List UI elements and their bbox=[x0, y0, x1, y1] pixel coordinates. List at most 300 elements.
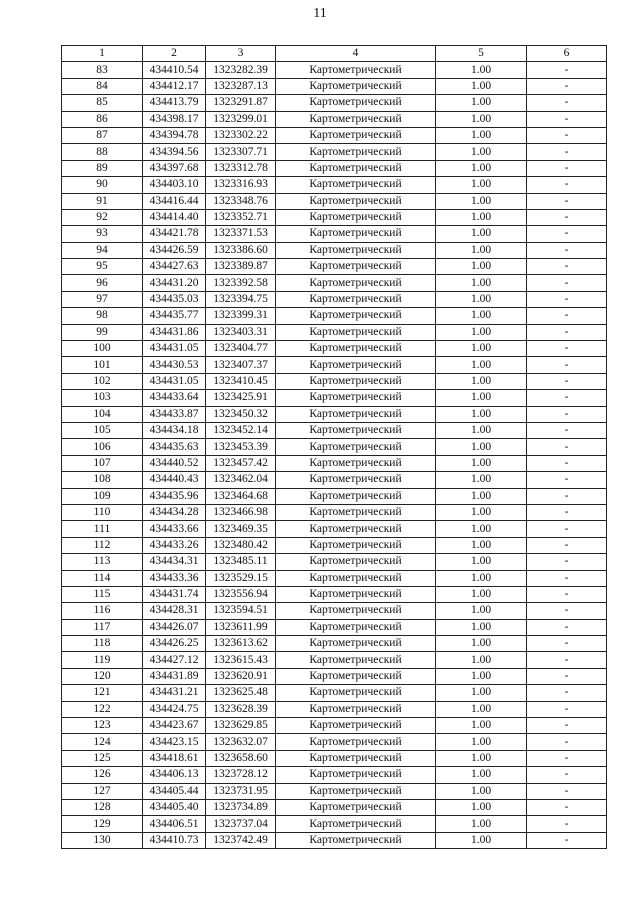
point-number-cell: 93 bbox=[62, 226, 143, 242]
column-header: 3 bbox=[206, 46, 276, 62]
method-cell: Картометрический bbox=[276, 160, 436, 176]
point-number-cell: 111 bbox=[62, 521, 143, 537]
table-row bbox=[62, 799, 607, 815]
note-cell: - bbox=[527, 373, 607, 389]
point-number-cell: 105 bbox=[62, 422, 143, 438]
note-cell: - bbox=[527, 95, 607, 111]
point-number-cell: 90 bbox=[62, 177, 143, 193]
point-number-cell: 115 bbox=[62, 586, 143, 602]
y-coordinate-cell: 1323480.42 bbox=[206, 537, 276, 553]
y-coordinate-cell: 1323620.91 bbox=[206, 668, 276, 684]
method-cell: Картометрический bbox=[276, 586, 436, 602]
table-row bbox=[62, 554, 607, 570]
y-coordinate-cell: 1323287.13 bbox=[206, 78, 276, 94]
table-row bbox=[62, 127, 607, 143]
method-cell: Картометрический bbox=[276, 472, 436, 488]
point-number-cell: 122 bbox=[62, 701, 143, 717]
method-cell: Картометрический bbox=[276, 357, 436, 373]
x-coordinate-cell: 434398.17 bbox=[143, 111, 206, 127]
column-header: 5 bbox=[436, 46, 527, 62]
y-coordinate-cell: 1323425.91 bbox=[206, 390, 276, 406]
method-cell: Картометрический bbox=[276, 373, 436, 389]
table-row bbox=[62, 504, 607, 520]
y-coordinate-cell: 1323392.58 bbox=[206, 275, 276, 291]
method-cell: Картометрический bbox=[276, 537, 436, 553]
x-coordinate-cell: 434431.05 bbox=[143, 341, 206, 357]
accuracy-cell: 1.00 bbox=[436, 488, 527, 504]
y-coordinate-cell: 1323632.07 bbox=[206, 734, 276, 750]
table-row bbox=[62, 603, 607, 619]
note-cell: - bbox=[527, 308, 607, 324]
x-coordinate-cell: 434434.31 bbox=[143, 554, 206, 570]
accuracy-cell: 1.00 bbox=[436, 603, 527, 619]
x-coordinate-cell: 434423.15 bbox=[143, 734, 206, 750]
table-row bbox=[62, 685, 607, 701]
table-row bbox=[62, 472, 607, 488]
table-row bbox=[62, 488, 607, 504]
method-cell: Картометрический bbox=[276, 193, 436, 209]
coordinates-table bbox=[61, 45, 607, 849]
method-cell: Картометрический bbox=[276, 127, 436, 143]
table-row bbox=[62, 701, 607, 717]
table-row bbox=[62, 816, 607, 832]
x-coordinate-cell: 434426.59 bbox=[143, 242, 206, 258]
point-number-cell: 108 bbox=[62, 472, 143, 488]
point-number-cell: 112 bbox=[62, 537, 143, 553]
accuracy-cell: 1.00 bbox=[436, 783, 527, 799]
point-number-cell: 89 bbox=[62, 160, 143, 176]
method-cell: Картометрический bbox=[276, 521, 436, 537]
note-cell: - bbox=[527, 832, 607, 848]
note-cell: - bbox=[527, 357, 607, 373]
note-cell: - bbox=[527, 111, 607, 127]
method-cell: Картометрический bbox=[276, 767, 436, 783]
method-cell: Картометрический bbox=[276, 259, 436, 275]
method-cell: Картометрический bbox=[276, 226, 436, 242]
method-cell: Картометрический bbox=[276, 816, 436, 832]
method-cell: Картометрический bbox=[276, 308, 436, 324]
method-cell: Картометрический bbox=[276, 636, 436, 652]
y-coordinate-cell: 1323742.49 bbox=[206, 832, 276, 848]
x-coordinate-cell: 434428.31 bbox=[143, 603, 206, 619]
note-cell: - bbox=[527, 603, 607, 619]
accuracy-cell: 1.00 bbox=[436, 734, 527, 750]
method-cell: Картометрический bbox=[276, 455, 436, 471]
table-row bbox=[62, 111, 607, 127]
point-number-cell: 121 bbox=[62, 685, 143, 701]
table-row bbox=[62, 242, 607, 258]
y-coordinate-cell: 1323452.14 bbox=[206, 422, 276, 438]
x-coordinate-cell: 434403.10 bbox=[143, 177, 206, 193]
y-coordinate-cell: 1323307.71 bbox=[206, 144, 276, 160]
point-number-cell: 100 bbox=[62, 341, 143, 357]
accuracy-cell: 1.00 bbox=[436, 668, 527, 684]
point-number-cell: 117 bbox=[62, 619, 143, 635]
note-cell: - bbox=[527, 554, 607, 570]
method-cell: Картометрический bbox=[276, 701, 436, 717]
note-cell: - bbox=[527, 275, 607, 291]
accuracy-cell: 1.00 bbox=[436, 504, 527, 520]
y-coordinate-cell: 1323403.31 bbox=[206, 324, 276, 340]
y-coordinate-cell: 1323348.76 bbox=[206, 193, 276, 209]
accuracy-cell: 1.00 bbox=[436, 455, 527, 471]
point-number-cell: 83 bbox=[62, 62, 143, 78]
y-coordinate-cell: 1323464.68 bbox=[206, 488, 276, 504]
method-cell: Картометрический bbox=[276, 439, 436, 455]
note-cell: - bbox=[527, 390, 607, 406]
table-row bbox=[62, 521, 607, 537]
note-cell: - bbox=[527, 783, 607, 799]
note-cell: - bbox=[527, 127, 607, 143]
y-coordinate-cell: 1323371.53 bbox=[206, 226, 276, 242]
x-coordinate-cell: 434431.89 bbox=[143, 668, 206, 684]
note-cell: - bbox=[527, 439, 607, 455]
x-coordinate-cell: 434418.61 bbox=[143, 750, 206, 766]
table-row bbox=[62, 308, 607, 324]
point-number-cell: 102 bbox=[62, 373, 143, 389]
y-coordinate-cell: 1323394.75 bbox=[206, 291, 276, 307]
point-number-cell: 104 bbox=[62, 406, 143, 422]
note-cell: - bbox=[527, 406, 607, 422]
x-coordinate-cell: 434410.54 bbox=[143, 62, 206, 78]
table-row bbox=[62, 586, 607, 602]
note-cell: - bbox=[527, 586, 607, 602]
method-cell: Картометрический bbox=[276, 324, 436, 340]
point-number-cell: 106 bbox=[62, 439, 143, 455]
accuracy-cell: 1.00 bbox=[436, 422, 527, 438]
accuracy-cell: 1.00 bbox=[436, 390, 527, 406]
table-row bbox=[62, 636, 607, 652]
x-coordinate-cell: 434424.75 bbox=[143, 701, 206, 717]
method-cell: Картометрический bbox=[276, 652, 436, 668]
point-number-cell: 103 bbox=[62, 390, 143, 406]
note-cell: - bbox=[527, 504, 607, 520]
method-cell: Картометрический bbox=[276, 734, 436, 750]
point-number-cell: 101 bbox=[62, 357, 143, 373]
table-row bbox=[62, 160, 607, 176]
y-coordinate-cell: 1323404.77 bbox=[206, 341, 276, 357]
table-row bbox=[62, 209, 607, 225]
accuracy-cell: 1.00 bbox=[436, 570, 527, 586]
method-cell: Картометрический bbox=[276, 799, 436, 815]
y-coordinate-cell: 1323312.78 bbox=[206, 160, 276, 176]
point-number-cell: 94 bbox=[62, 242, 143, 258]
note-cell: - bbox=[527, 668, 607, 684]
method-cell: Картометрический bbox=[276, 242, 436, 258]
method-cell: Картометрический bbox=[276, 718, 436, 734]
table-row bbox=[62, 275, 607, 291]
accuracy-cell: 1.00 bbox=[436, 357, 527, 373]
table-row bbox=[62, 357, 607, 373]
accuracy-cell: 1.00 bbox=[436, 209, 527, 225]
point-number-cell: 124 bbox=[62, 734, 143, 750]
note-cell: - bbox=[527, 685, 607, 701]
x-coordinate-cell: 434433.26 bbox=[143, 537, 206, 553]
x-coordinate-cell: 434412.17 bbox=[143, 78, 206, 94]
accuracy-cell: 1.00 bbox=[436, 144, 527, 160]
x-coordinate-cell: 434431.86 bbox=[143, 324, 206, 340]
table-row bbox=[62, 406, 607, 422]
x-coordinate-cell: 434394.56 bbox=[143, 144, 206, 160]
column-header: 1 bbox=[62, 46, 143, 62]
x-coordinate-cell: 434414.40 bbox=[143, 209, 206, 225]
accuracy-cell: 1.00 bbox=[436, 406, 527, 422]
method-cell: Картометрический bbox=[276, 554, 436, 570]
accuracy-cell: 1.00 bbox=[436, 373, 527, 389]
column-header: 6 bbox=[527, 46, 607, 62]
accuracy-cell: 1.00 bbox=[436, 619, 527, 635]
accuracy-cell: 1.00 bbox=[436, 799, 527, 815]
method-cell: Картометрический bbox=[276, 95, 436, 111]
point-number-cell: 118 bbox=[62, 636, 143, 652]
x-coordinate-cell: 434433.66 bbox=[143, 521, 206, 537]
method-cell: Картометрический bbox=[276, 390, 436, 406]
method-cell: Картометрический bbox=[276, 275, 436, 291]
y-coordinate-cell: 1323613.62 bbox=[206, 636, 276, 652]
y-coordinate-cell: 1323737.04 bbox=[206, 816, 276, 832]
point-number-cell: 97 bbox=[62, 291, 143, 307]
accuracy-cell: 1.00 bbox=[436, 652, 527, 668]
table-row bbox=[62, 652, 607, 668]
note-cell: - bbox=[527, 718, 607, 734]
y-coordinate-cell: 1323316.93 bbox=[206, 177, 276, 193]
method-cell: Картометрический bbox=[276, 668, 436, 684]
table-row bbox=[62, 718, 607, 734]
note-cell: - bbox=[527, 816, 607, 832]
note-cell: - bbox=[527, 242, 607, 258]
table-row bbox=[62, 832, 607, 848]
x-coordinate-cell: 434405.44 bbox=[143, 783, 206, 799]
table-row bbox=[62, 226, 607, 242]
x-coordinate-cell: 434405.40 bbox=[143, 799, 206, 815]
accuracy-cell: 1.00 bbox=[436, 308, 527, 324]
method-cell: Картометрический bbox=[276, 488, 436, 504]
x-coordinate-cell: 434427.63 bbox=[143, 259, 206, 275]
x-coordinate-cell: 434416.44 bbox=[143, 193, 206, 209]
column-header: 4 bbox=[276, 46, 436, 62]
point-number-cell: 86 bbox=[62, 111, 143, 127]
accuracy-cell: 1.00 bbox=[436, 701, 527, 717]
method-cell: Картометрический bbox=[276, 209, 436, 225]
x-coordinate-cell: 434431.74 bbox=[143, 586, 206, 602]
x-coordinate-cell: 434440.52 bbox=[143, 455, 206, 471]
note-cell: - bbox=[527, 259, 607, 275]
y-coordinate-cell: 1323658.60 bbox=[206, 750, 276, 766]
point-number-cell: 123 bbox=[62, 718, 143, 734]
method-cell: Картометрический bbox=[276, 144, 436, 160]
note-cell: - bbox=[527, 193, 607, 209]
point-number-cell: 87 bbox=[62, 127, 143, 143]
accuracy-cell: 1.00 bbox=[436, 62, 527, 78]
note-cell: - bbox=[527, 422, 607, 438]
point-number-cell: 91 bbox=[62, 193, 143, 209]
accuracy-cell: 1.00 bbox=[436, 291, 527, 307]
accuracy-cell: 1.00 bbox=[436, 685, 527, 701]
method-cell: Картометрический bbox=[276, 406, 436, 422]
x-coordinate-cell: 434406.51 bbox=[143, 816, 206, 832]
table-row bbox=[62, 341, 607, 357]
method-cell: Картометрический bbox=[276, 685, 436, 701]
x-coordinate-cell: 434434.28 bbox=[143, 504, 206, 520]
point-number-cell: 125 bbox=[62, 750, 143, 766]
table-body bbox=[62, 62, 607, 849]
y-coordinate-cell: 1323282.39 bbox=[206, 62, 276, 78]
table-row bbox=[62, 750, 607, 766]
method-cell: Картометрический bbox=[276, 341, 436, 357]
point-number-cell: 130 bbox=[62, 832, 143, 848]
note-cell: - bbox=[527, 767, 607, 783]
method-cell: Картометрический bbox=[276, 291, 436, 307]
y-coordinate-cell: 1323386.60 bbox=[206, 242, 276, 258]
x-coordinate-cell: 434413.79 bbox=[143, 95, 206, 111]
y-coordinate-cell: 1323625.48 bbox=[206, 685, 276, 701]
table-row bbox=[62, 668, 607, 684]
table-row bbox=[62, 259, 607, 275]
method-cell: Картометрический bbox=[276, 177, 436, 193]
accuracy-cell: 1.00 bbox=[436, 554, 527, 570]
point-number-cell: 96 bbox=[62, 275, 143, 291]
table-row bbox=[62, 734, 607, 750]
table-row bbox=[62, 324, 607, 340]
table-row bbox=[62, 455, 607, 471]
note-cell: - bbox=[527, 291, 607, 307]
page-number: 11 bbox=[313, 6, 327, 21]
note-cell: - bbox=[527, 226, 607, 242]
y-coordinate-cell: 1323615.43 bbox=[206, 652, 276, 668]
note-cell: - bbox=[527, 570, 607, 586]
y-coordinate-cell: 1323407.37 bbox=[206, 357, 276, 373]
y-coordinate-cell: 1323611.99 bbox=[206, 619, 276, 635]
y-coordinate-cell: 1323410.45 bbox=[206, 373, 276, 389]
table-row bbox=[62, 177, 607, 193]
x-coordinate-cell: 434435.03 bbox=[143, 291, 206, 307]
x-coordinate-cell: 434426.25 bbox=[143, 636, 206, 652]
x-coordinate-cell: 434394.78 bbox=[143, 127, 206, 143]
note-cell: - bbox=[527, 521, 607, 537]
x-coordinate-cell: 434426.07 bbox=[143, 619, 206, 635]
note-cell: - bbox=[527, 144, 607, 160]
point-number-cell: 110 bbox=[62, 504, 143, 520]
method-cell: Картометрический bbox=[276, 570, 436, 586]
note-cell: - bbox=[527, 62, 607, 78]
note-cell: - bbox=[527, 472, 607, 488]
accuracy-cell: 1.00 bbox=[436, 95, 527, 111]
note-cell: - bbox=[527, 177, 607, 193]
note-cell: - bbox=[527, 734, 607, 750]
accuracy-cell: 1.00 bbox=[436, 324, 527, 340]
accuracy-cell: 1.00 bbox=[436, 537, 527, 553]
note-cell: - bbox=[527, 652, 607, 668]
table-row bbox=[62, 439, 607, 455]
method-cell: Картометрический bbox=[276, 78, 436, 94]
accuracy-cell: 1.00 bbox=[436, 718, 527, 734]
y-coordinate-cell: 1323389.87 bbox=[206, 259, 276, 275]
y-coordinate-cell: 1323556.94 bbox=[206, 586, 276, 602]
x-coordinate-cell: 434406.13 bbox=[143, 767, 206, 783]
point-number-cell: 92 bbox=[62, 209, 143, 225]
note-cell: - bbox=[527, 341, 607, 357]
point-number-cell: 99 bbox=[62, 324, 143, 340]
table-row bbox=[62, 783, 607, 799]
x-coordinate-cell: 434440.43 bbox=[143, 472, 206, 488]
table-row bbox=[62, 537, 607, 553]
y-coordinate-cell: 1323485.11 bbox=[206, 554, 276, 570]
x-coordinate-cell: 434435.77 bbox=[143, 308, 206, 324]
note-cell: - bbox=[527, 209, 607, 225]
y-coordinate-cell: 1323466.98 bbox=[206, 504, 276, 520]
note-cell: - bbox=[527, 701, 607, 717]
accuracy-cell: 1.00 bbox=[436, 259, 527, 275]
accuracy-cell: 1.00 bbox=[436, 177, 527, 193]
point-number-cell: 84 bbox=[62, 78, 143, 94]
accuracy-cell: 1.00 bbox=[436, 226, 527, 242]
note-cell: - bbox=[527, 455, 607, 471]
note-cell: - bbox=[527, 488, 607, 504]
table-row bbox=[62, 767, 607, 783]
point-number-cell: 116 bbox=[62, 603, 143, 619]
point-number-cell: 126 bbox=[62, 767, 143, 783]
point-number-cell: 113 bbox=[62, 554, 143, 570]
note-cell: - bbox=[527, 78, 607, 94]
accuracy-cell: 1.00 bbox=[436, 816, 527, 832]
point-number-cell: 107 bbox=[62, 455, 143, 471]
accuracy-cell: 1.00 bbox=[436, 750, 527, 766]
point-number-cell: 120 bbox=[62, 668, 143, 684]
y-coordinate-cell: 1323594.51 bbox=[206, 603, 276, 619]
note-cell: - bbox=[527, 799, 607, 815]
table-row bbox=[62, 78, 607, 94]
y-coordinate-cell: 1323728.12 bbox=[206, 767, 276, 783]
x-coordinate-cell: 434434.18 bbox=[143, 422, 206, 438]
point-number-cell: 119 bbox=[62, 652, 143, 668]
y-coordinate-cell: 1323734.89 bbox=[206, 799, 276, 815]
y-coordinate-cell: 1323302.22 bbox=[206, 127, 276, 143]
table-row bbox=[62, 373, 607, 389]
x-coordinate-cell: 434433.64 bbox=[143, 390, 206, 406]
method-cell: Картометрический bbox=[276, 62, 436, 78]
y-coordinate-cell: 1323299.01 bbox=[206, 111, 276, 127]
point-number-cell: 114 bbox=[62, 570, 143, 586]
note-cell: - bbox=[527, 750, 607, 766]
table-row bbox=[62, 62, 607, 78]
table-header-row bbox=[62, 46, 607, 62]
x-coordinate-cell: 434430.53 bbox=[143, 357, 206, 373]
point-number-cell: 127 bbox=[62, 783, 143, 799]
point-number-cell: 109 bbox=[62, 488, 143, 504]
method-cell: Картометрический bbox=[276, 504, 436, 520]
x-coordinate-cell: 434435.96 bbox=[143, 488, 206, 504]
accuracy-cell: 1.00 bbox=[436, 341, 527, 357]
y-coordinate-cell: 1323731.95 bbox=[206, 783, 276, 799]
x-coordinate-cell: 434421.78 bbox=[143, 226, 206, 242]
y-coordinate-cell: 1323628.39 bbox=[206, 701, 276, 717]
accuracy-cell: 1.00 bbox=[436, 472, 527, 488]
point-number-cell: 129 bbox=[62, 816, 143, 832]
method-cell: Картометрический bbox=[276, 750, 436, 766]
x-coordinate-cell: 434397.68 bbox=[143, 160, 206, 176]
note-cell: - bbox=[527, 160, 607, 176]
x-coordinate-cell: 434433.87 bbox=[143, 406, 206, 422]
y-coordinate-cell: 1323457.42 bbox=[206, 455, 276, 471]
table-row bbox=[62, 193, 607, 209]
y-coordinate-cell: 1323469.35 bbox=[206, 521, 276, 537]
accuracy-cell: 1.00 bbox=[436, 767, 527, 783]
method-cell: Картометрический bbox=[276, 783, 436, 799]
table-row bbox=[62, 144, 607, 160]
accuracy-cell: 1.00 bbox=[436, 832, 527, 848]
accuracy-cell: 1.00 bbox=[436, 193, 527, 209]
y-coordinate-cell: 1323291.87 bbox=[206, 95, 276, 111]
